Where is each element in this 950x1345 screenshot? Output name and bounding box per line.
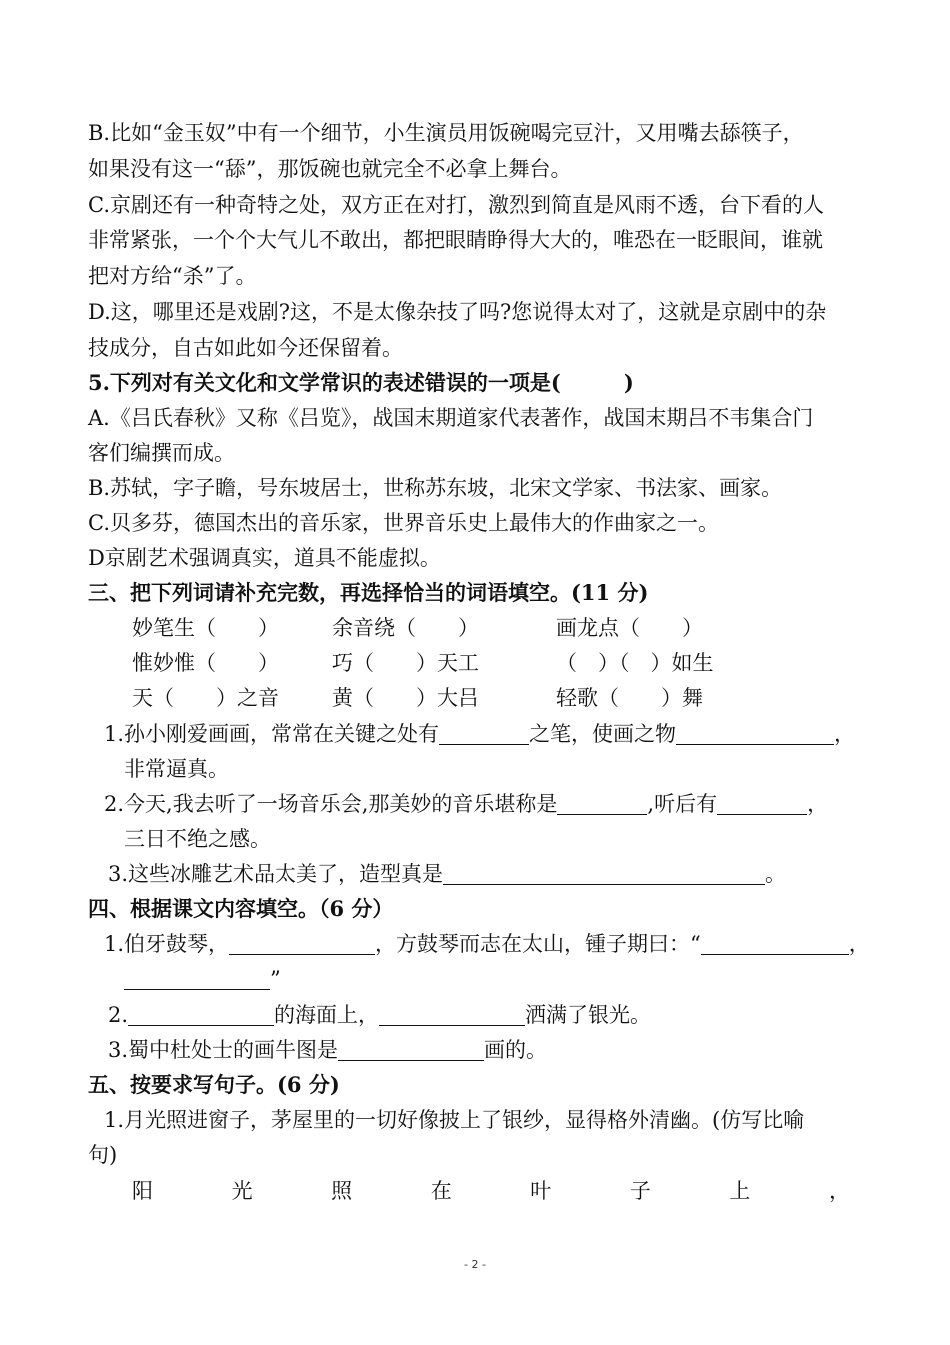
section3-question-2: [104, 787, 864, 821]
word-item: 惟妙惟（ ）: [132, 651, 279, 675]
section3-question-1-cont: 非常逼真。: [124, 757, 229, 781]
answer-blank[interactable]: [443, 862, 765, 885]
q5-title: 5.下列对有关文化和文学常识的表述错误的一项是( ): [88, 370, 634, 395]
sentence-char: 子: [629, 1179, 651, 1203]
question-text: 2.今天,我去听了一场音乐会,那美妙的音乐堪称是: [104, 792, 558, 816]
section3-question-1: [104, 717, 864, 751]
q5-option-d: D京剧艺术强调真实，道具不能虚拟。: [88, 546, 441, 570]
q5-option-b: B.苏轼，字子瞻，号东坡居士，世称苏东坡，北宋文学家、书法家、画家。: [88, 476, 783, 500]
sentence-char: 光: [231, 1179, 253, 1203]
q4-option-b-line2: 如果没有这一“舔”，那饭碗也就完全不必拿上舞台。: [88, 157, 572, 181]
q4-option-b-line1: B.比如“金玉奴”中有一个细节，小生演员用饭碗喝完豆汁，又用嘴去舔筷子，: [88, 121, 804, 145]
section3-title: 三、把下列词请补充完数，再选择恰当的词语填空。(11 分): [88, 580, 649, 605]
answer-blank[interactable]: [557, 792, 647, 815]
answer-blank[interactable]: [717, 792, 807, 815]
word-item: 画龙点（ ）: [556, 616, 703, 640]
sentence-char: 在: [430, 1179, 452, 1203]
question-text: 1.孙小刚爱画画，常常在关键之处有: [104, 722, 440, 746]
question-text: 。: [765, 862, 787, 886]
q4-option-c-line2: 非常紧张，一个个大气儿不敢出，都把眼睛睁得大大的，唯恐在一眨眼间，谁就: [88, 228, 823, 252]
q4-option-d-line2: 技成分，自古如此如今还保留着。: [88, 336, 403, 360]
answer-blank[interactable]: [676, 722, 834, 745]
question-text: ，: [834, 722, 856, 746]
question-text: ，: [807, 792, 829, 816]
sentence-char: 照: [331, 1179, 353, 1203]
question-text: 2.: [108, 1003, 129, 1027]
section4-question-3: [108, 1033, 868, 1067]
section4-question-2: [108, 998, 868, 1032]
sentence-char: 上: [729, 1179, 751, 1203]
answer-blank[interactable]: [124, 967, 270, 990]
question-text: 3.这些冰雕艺术品太美了，造型真是: [108, 862, 444, 886]
question-text: ，: [848, 932, 870, 956]
word-item: 妙笔生（ ）: [132, 616, 279, 640]
question-text: 1.伯牙鼓琴，: [104, 932, 230, 956]
question-text: 画的。: [484, 1038, 548, 1062]
section3-question-2-cont: 三日不绝之感。: [124, 827, 271, 851]
question-text: 之笔，使画之物: [529, 722, 677, 746]
sentence-char: ，: [828, 1179, 850, 1203]
q4-option-c-line1: C.京剧还有一种奇特之处，双方正在对打，激烈到简直是风雨不透，台下看的人: [88, 193, 824, 217]
section5-question-1-line2: 句): [88, 1143, 118, 1167]
answer-blank[interactable]: [128, 1003, 274, 1026]
answer-blank[interactable]: [229, 932, 375, 955]
answer-blank[interactable]: [439, 722, 529, 745]
q5-option-c: C.贝多芬，德国杰出的音乐家，世界音乐史上最伟大的作曲家之一。: [88, 511, 719, 535]
section4-title: 四、根据课文内容填空。（6 分）: [88, 896, 394, 921]
word-item: 天（ ）之音: [132, 686, 279, 710]
q4-option-d-line1: D.这，哪里还是戏剧?这，不是太像杂技了吗?您说得太对了，这就是京剧中的杂: [88, 300, 827, 324]
page-number: - 2 -: [464, 1258, 486, 1271]
answer-blank[interactable]: [338, 1038, 484, 1061]
section5-question-1-line1: 1.月光照进窗子，茅屋里的一切好像披上了银纱，显得格外清幽。(仿写比喻: [104, 1108, 805, 1132]
q5-option-a-line2: 客们编撰而成。: [88, 441, 235, 465]
word-item: 轻歌（ ）舞: [556, 686, 703, 710]
word-item: 黄（ ）大吕: [332, 686, 479, 710]
question-text: 3.蜀中杜处士的画牛图是: [108, 1038, 339, 1062]
word-item: 余音绕（ ）: [332, 616, 479, 640]
question-text: ，方鼓琴而志在太山，锺子期曰：“: [375, 932, 701, 956]
q5-option-a-line1: A.《吕氏春秋》又称《吕览》，战国末期道家代表著作，战国末期吕不韦集合门: [88, 406, 814, 430]
section5-title: 五、按要求写句子。(6 分): [88, 1072, 340, 1097]
word-item: 巧（ ）天工: [332, 651, 479, 675]
question-text: ”: [270, 967, 281, 991]
question-text: 的海面上，: [274, 1003, 380, 1027]
q4-option-c-line3: 把对方给“杀”了。: [88, 264, 257, 288]
section4-question-1-cont: [124, 962, 899, 996]
question-text: ,听后有: [647, 792, 718, 816]
section3-question-3: [108, 857, 868, 891]
question-text: 洒满了银光。: [525, 1003, 652, 1027]
sentence-char: 叶: [530, 1179, 552, 1203]
answer-blank[interactable]: [379, 1003, 525, 1026]
sentence-char: 阳: [132, 1179, 153, 1203]
section4-question-1: [104, 927, 870, 961]
answer-blank[interactable]: [701, 932, 849, 955]
word-item: （ ）（ ）如生: [556, 651, 714, 675]
imitation-sentence-start: [132, 1174, 850, 1208]
